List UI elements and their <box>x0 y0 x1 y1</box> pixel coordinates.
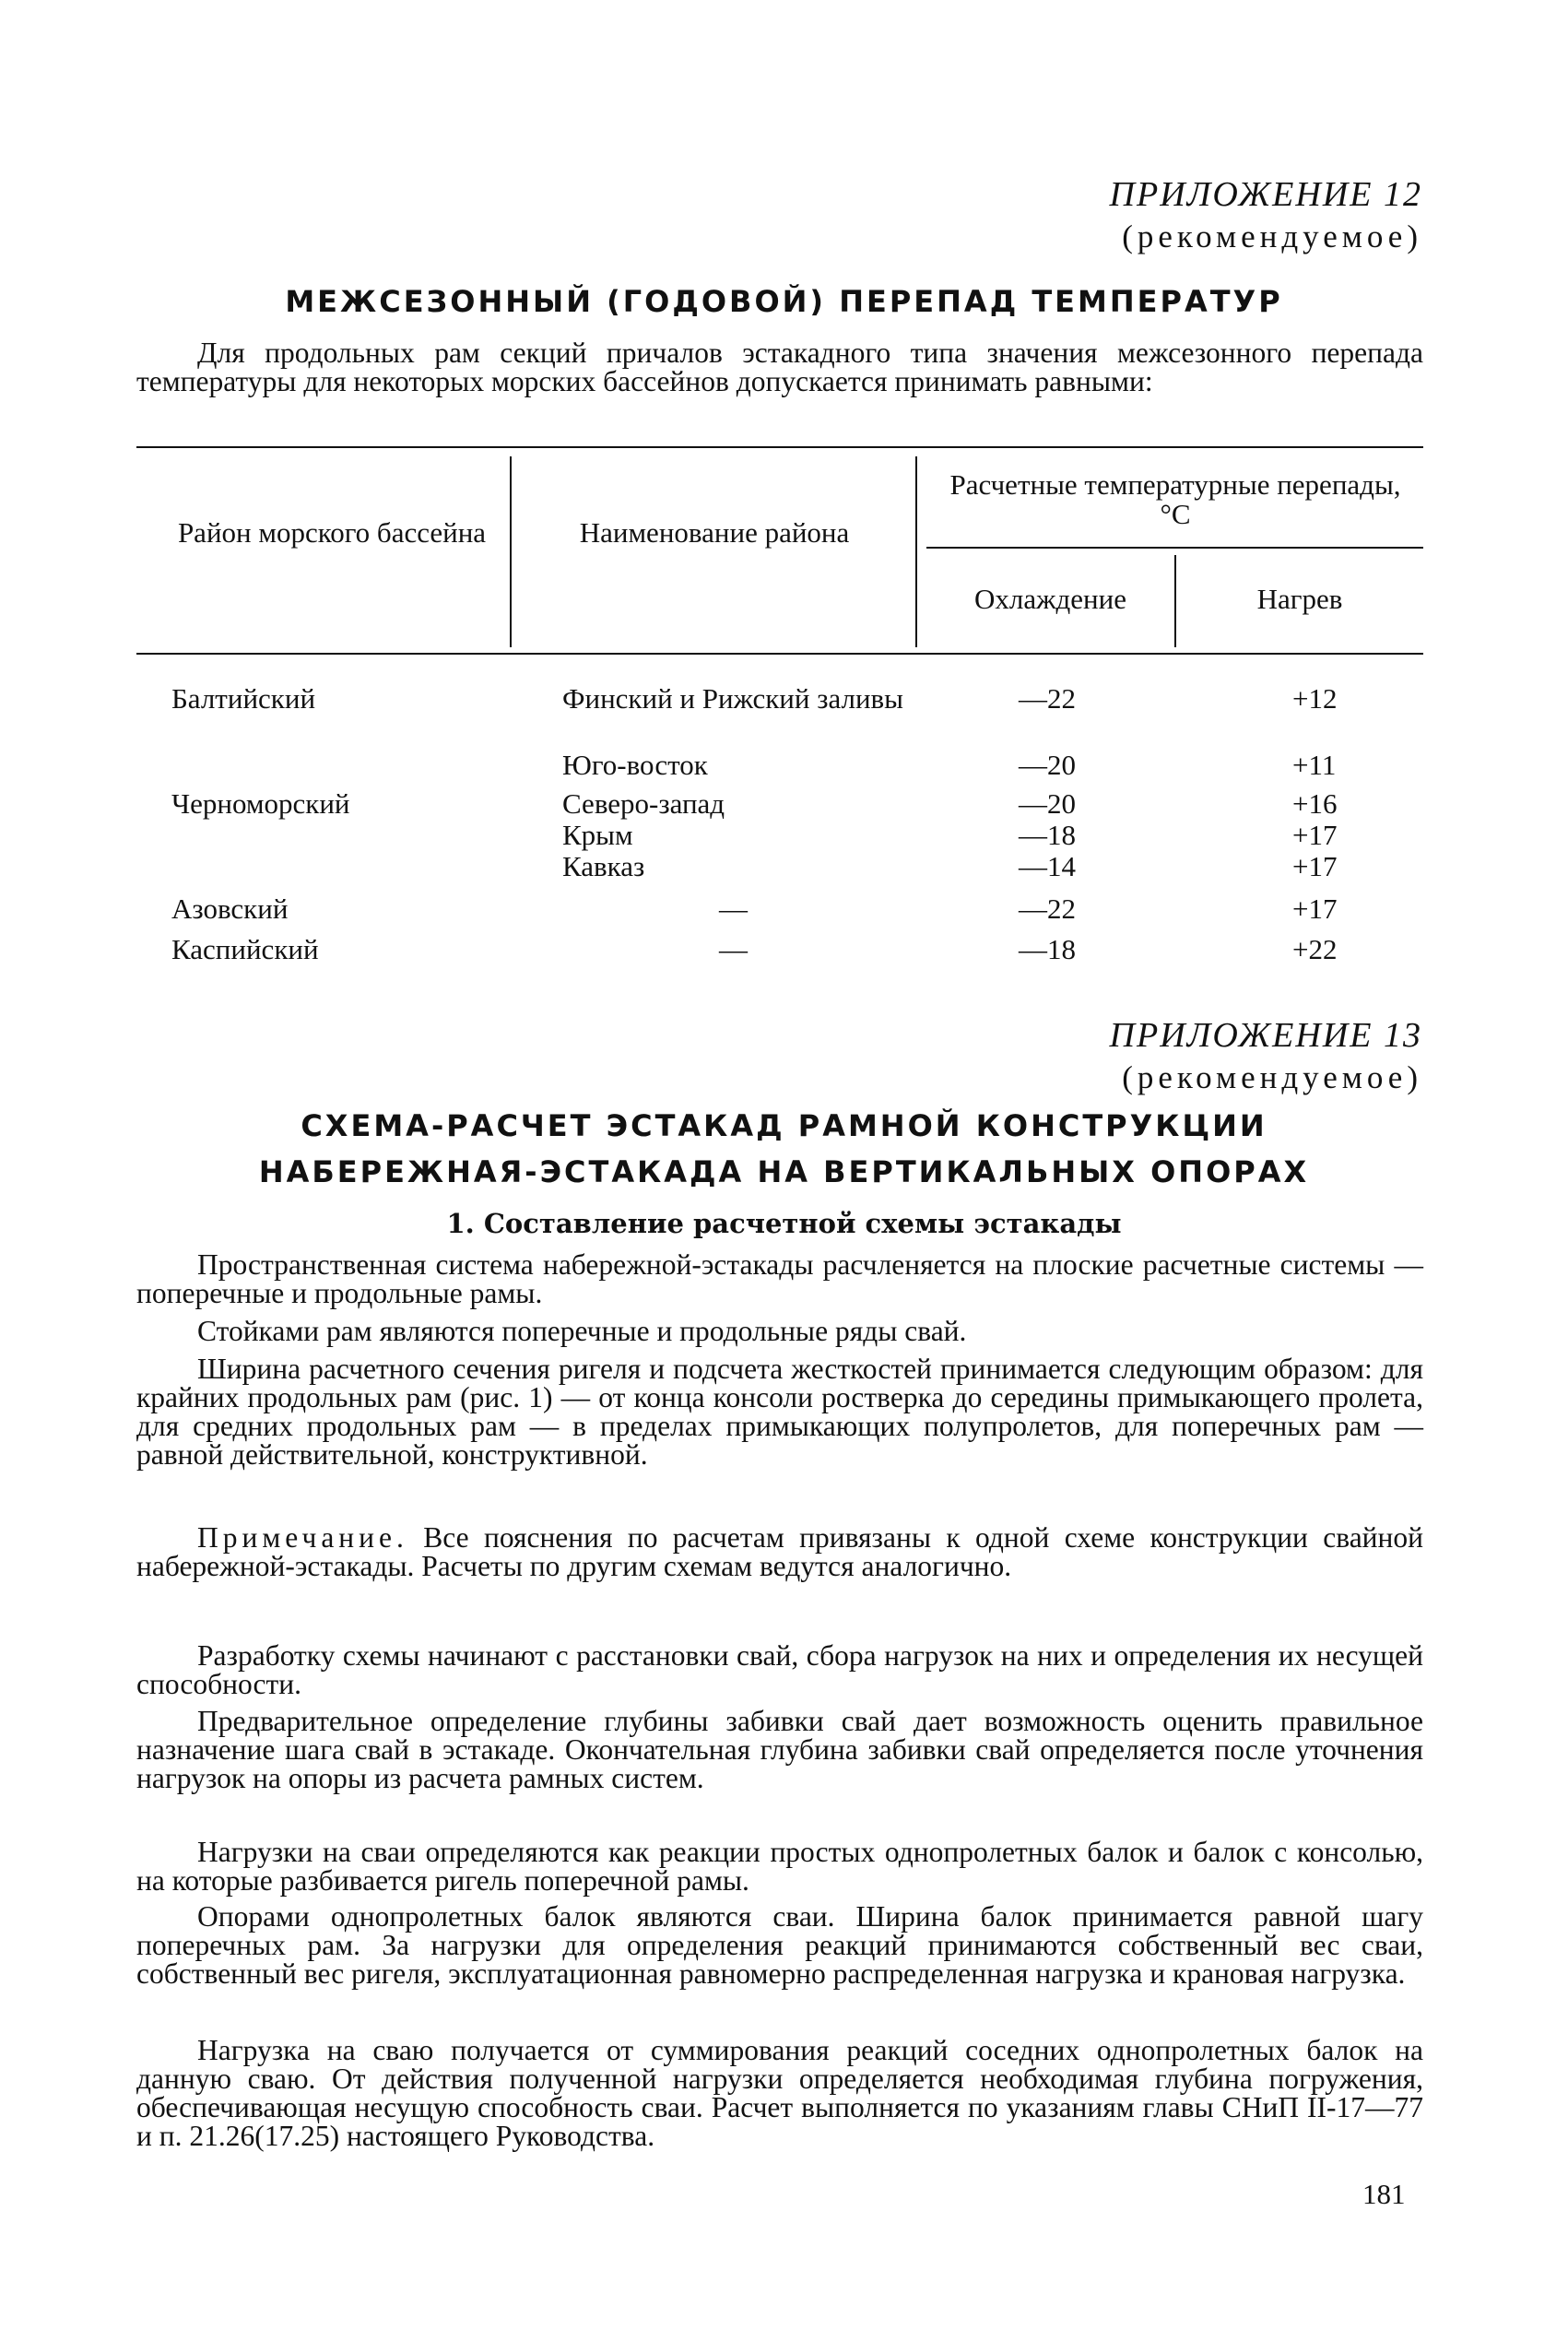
table-vrule-2 <box>915 456 917 647</box>
header-region: Район морского бассейна <box>177 516 487 549</box>
table-header-rule <box>136 653 1423 655</box>
header-temps: Расчетные температурные перепады, °С <box>949 468 1401 530</box>
appendix-13-note: (рекомендуемое) <box>1122 1059 1422 1095</box>
header-cooling: Охлаждение <box>973 583 1126 615</box>
cell-cooling: —20 <box>1019 787 1076 820</box>
cell-area: — <box>719 933 748 965</box>
note-text: Все пояснения по расчетам привязаны к одной схеме конструкции свайной набережной-эстакады. Расчеты по другим схемам ведутся аналогично. <box>136 1521 1423 1582</box>
header-heating: Нагрев <box>1256 583 1343 615</box>
paragraph-7: Опорами однопролетных балок являются сваи. Ширина балок принимается равной шагу поперечных рам. За нагрузки для определения реакций принимаются собственный вес сваи, собственный вес ригеля, эксплуатационная равномерно распределенная нагрузка и крановая нагрузка. <box>136 1900 1423 1990</box>
cell-area: Крым <box>562 819 633 851</box>
cell-heating: +17 <box>1292 893 1338 925</box>
appendix-13-title-line-1: СХЕМА-РАСЧЕТ ЭСТАКАД РАМНОЙ КОНСТРУКЦИИ <box>301 1108 1267 1143</box>
table-sub-rule <box>926 547 1423 549</box>
paragraph-6: Нагрузки на сваи определяются как реакции простых однопролетных балок и балок с консолью, на которые разбивается ригель поперечной рамы. <box>136 1836 1423 1897</box>
cell-cooling: —22 <box>1019 682 1076 715</box>
cell-cooling: —18 <box>1019 933 1076 965</box>
note-label: Примечание. <box>197 1521 408 1554</box>
appendix-12-title: МЕЖСЕЗОННЫЙ (ГОДОВОЙ) ПЕРЕПАД ТЕМПЕРАТУР <box>285 284 1283 319</box>
cell-region: Азовский <box>171 893 289 925</box>
cell-area: Северо-запад <box>562 787 725 820</box>
cell-cooling: —18 <box>1019 819 1076 851</box>
page-number: 181 <box>1362 2178 1406 2210</box>
cell-area: — <box>719 893 748 925</box>
cell-cooling: —20 <box>1019 749 1076 781</box>
cell-area: Финский и Рижский заливы <box>562 682 904 715</box>
appendix-13-heading <box>1110 1014 1422 1099</box>
table-top-rule <box>136 446 1423 448</box>
header-area: Наименование района <box>579 516 850 549</box>
cell-heating: +17 <box>1292 819 1338 851</box>
cell-heating: +17 <box>1292 850 1338 882</box>
paragraph-1: Пространственная система набережной-эстакады расчленяется на плоские расчетные системы — поперечные и продольные рамы. <box>136 1248 1423 1309</box>
cell-area: Кавказ <box>562 850 645 882</box>
note-paragraph <box>136 1523 1423 1580</box>
paragraph-3: Ширина расчетного сечения ригеля и подсчета жесткостей принимается следующим образом: для крайних продольных рам (рис. 1) — от конца консоли ростверка до середины примыкающего пролета, для средних продольных рам — в пределах примыкающих полупролетов, для поперечных рам — равной действительной, конструктивной. <box>136 1353 1423 1471</box>
cell-heating: +11 <box>1292 749 1337 781</box>
cell-region: Балтийский <box>171 682 316 715</box>
paragraph-5: Предварительное определение глубины забивки свай дает возможность оценить правильное назначение шага свай в эстакаде. Окончательная глубина забивки свай определяется после уточнения нагрузок на опоры из расчета рамных систем. <box>136 1705 1423 1794</box>
paragraph-4: Разработку схемы начинают с расстановки свай, сбора нагрузок на них и определения их несущей способности. <box>136 1639 1423 1700</box>
appendix-12-note: (рекомендуемое) <box>1122 219 1422 254</box>
appendix-12-heading <box>1110 173 1422 258</box>
paragraph-2: Стойками рам являются поперечные и продольные ряды свай. <box>197 1315 967 1347</box>
cell-heating: +16 <box>1292 787 1338 820</box>
table-vrule-1 <box>510 456 512 647</box>
paragraph-8: Нагрузка на сваю получается от суммирования реакций соседних однопролетных балок на данную сваю. От действия полученной нагрузки определяется необходимая глубина погружения, обеспечивающая несущую способность сваи. Расчет выполняется по указаниям главы СНиП II-17—77 и п. 21.26(17.25) настоящего Руководства. <box>136 2034 1423 2152</box>
appendix-12-label: ПРИЛОЖЕНИЕ 12 <box>1109 175 1422 214</box>
appendix-13-label: ПРИЛОЖЕНИЕ 13 <box>1109 1016 1422 1055</box>
cell-cooling: —14 <box>1019 850 1076 882</box>
section-1-heading: 1. Составление расчетной схемы эстакады <box>446 1208 1122 1239</box>
appendix-12-intro: Для продольных рам секций причалов эстакадного типа значения межсезонного перепада температуры для некоторых морских бассейнов допускается принимать равными: <box>136 337 1423 397</box>
cell-heating: +22 <box>1292 933 1338 965</box>
cell-area: Юго-восток <box>562 749 708 781</box>
cell-region: Черноморский <box>171 787 350 820</box>
cell-cooling: —22 <box>1019 893 1076 925</box>
cell-heating: +12 <box>1292 682 1338 715</box>
cell-region: Каспийский <box>171 933 319 965</box>
appendix-13-title-line-2: НАБЕРЕЖНАЯ-ЭСТАКАДА НА ВЕРТИКАЛЬНЫХ ОПОРАХ <box>258 1154 1310 1189</box>
